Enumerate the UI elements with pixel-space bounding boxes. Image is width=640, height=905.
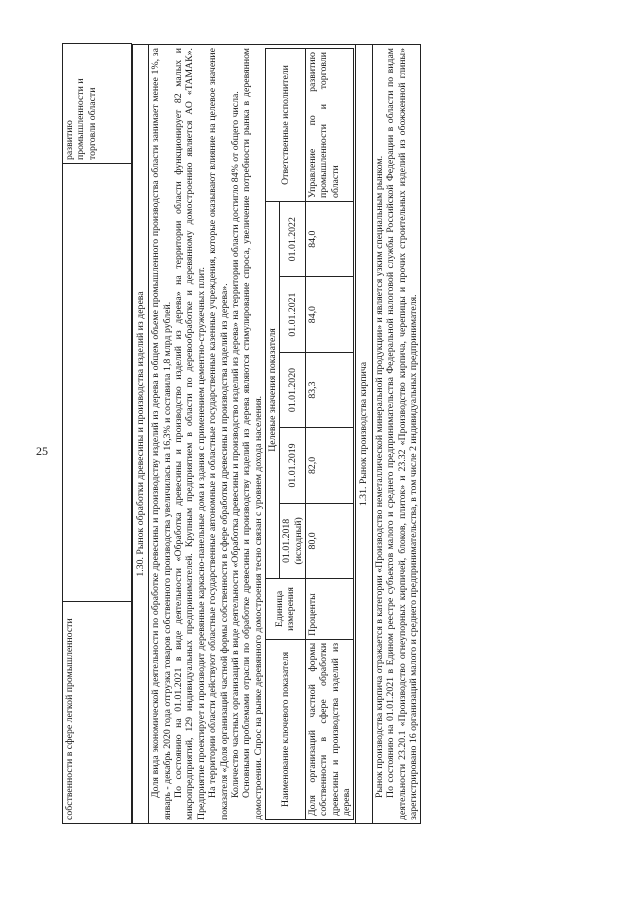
section-130-paragraph: По состоянию на 01.01.2021 в виде деятельности «Обработка древесины и производство изделий из дерева» на территории области функционирует 82 малых и микропредприятий, 129 индивидуальных предпринимателей. Крупным предприятием в области по деревообработке и деревянному домостроению является АО «ТАМАК». Предприятие проектирует и производит деревянные каркасно-панельные дома и здания с применением цементно-стружечных плит. — [173, 48, 207, 820]
continuation-cell-right: развитию промышленности и торговли области — [63, 44, 132, 164]
cell-value: 84,0 — [306, 201, 354, 276]
section-131-paragraph: Рынок производства кирпича отражается в категории «Производство неметаллической минеральной продукции» и является узким специальным рынком. — [373, 155, 385, 798]
cell-unit: Проценты — [306, 579, 354, 640]
header-target-values: Целевые значения показателя — [265, 201, 279, 578]
section-130-paragraph: На территории области действуют областные государственные автономные и областные государственные казенные учреждения, которые оказывают влияние на целевое значение показателя «Доля организаций частной формы собственности в сфере обработки древесины и производства изделий из дерева». — [207, 48, 230, 820]
cell-value: 82,0 — [306, 428, 354, 503]
table-row — [63, 44, 132, 824]
header-unit: Единица измерения — [265, 579, 305, 640]
header-year: 01.01.2022 — [280, 201, 306, 276]
header-indicator-name: Наименование ключевого показателя — [265, 639, 305, 819]
section-130-paragraph: Основными проблемами отрасли по обработке древесины и производству изделий из дерева являются стимулирование спроса, увеличение потребности рынка в деревянном домостроении. Спрос на рынке деревянного домостроения тесно связан с уровнем дохода населения. — [241, 48, 264, 820]
section-130-paragraph: Количество частных организаций в виде деятельности «Обработка древесины и производство изделий из дерева» на территории области достигло 84% от общего числа. — [229, 91, 241, 798]
section-131-title: 1.31. Рынок производства кирпича — [356, 45, 372, 824]
document-body — [62, 44, 574, 824]
cell-responsible: Управление по развитию промышленности и торговли области — [306, 49, 354, 202]
table-row — [306, 49, 354, 820]
header-year: 01.01.2020 — [280, 352, 306, 427]
continuation-cell-left: собственности в сфере легкой промышленности — [63, 602, 132, 824]
continuation-cell-empty — [63, 164, 132, 602]
continuation-table — [62, 43, 132, 824]
header-year: 01.01.2021 — [280, 277, 306, 352]
cell-indicator-name: Доля организаций частной формы собственности в сфере обработки древесины и производства изделий из дерева — [306, 639, 354, 819]
cell-value: 84,0 — [306, 277, 354, 352]
section-130-title: 1.30. Рынок обработки древесины и производства изделий из дерева — [133, 45, 149, 824]
cell-value: 80,0 — [306, 503, 354, 578]
table-row — [265, 49, 279, 820]
section-130-frame — [132, 44, 421, 824]
header-year: 01.01.2019 — [280, 428, 306, 503]
table-row — [372, 45, 420, 824]
table-row — [149, 45, 356, 824]
table-row — [133, 45, 149, 824]
cell-value: 83,3 — [306, 352, 354, 427]
table-row — [356, 45, 372, 824]
page-number: 25 — [36, 444, 48, 458]
section-130-text — [149, 45, 356, 824]
key-indicator-table — [265, 48, 355, 820]
section-130-paragraph: Доля вида экономической деятельности по обработке древесины и производству изделий из дерева в общем объеме промышленного производства области занимает менее 1%, за январь - декабрь 2020 года отгрузка товаров собственного производства увеличилась на 16,3% и составила 1,8 млрд рублей. — [150, 48, 173, 820]
section-131-paragraph: По состоянию на 01.01.2021 в Едином реестре субъектов малого и среднего предпринимательства Федеральной налоговой службы Российской Федерации в области по видам деятельности 23.20.1 «Производство огнеупорных кирпичей, блоков, плиток» и 23.32 «Производство кирпича, черепицы и прочих строительных изделий из обожженной глины» зарегистрировано 16 организаций малого и среднего предпринимательства, в том числе 2 индивидуальных предпринимателя. — [385, 48, 419, 820]
header-responsible: Ответственные исполнители — [265, 49, 305, 202]
section-131-text — [372, 45, 420, 824]
header-year: 01.01.2018 (исходный) — [280, 503, 306, 578]
